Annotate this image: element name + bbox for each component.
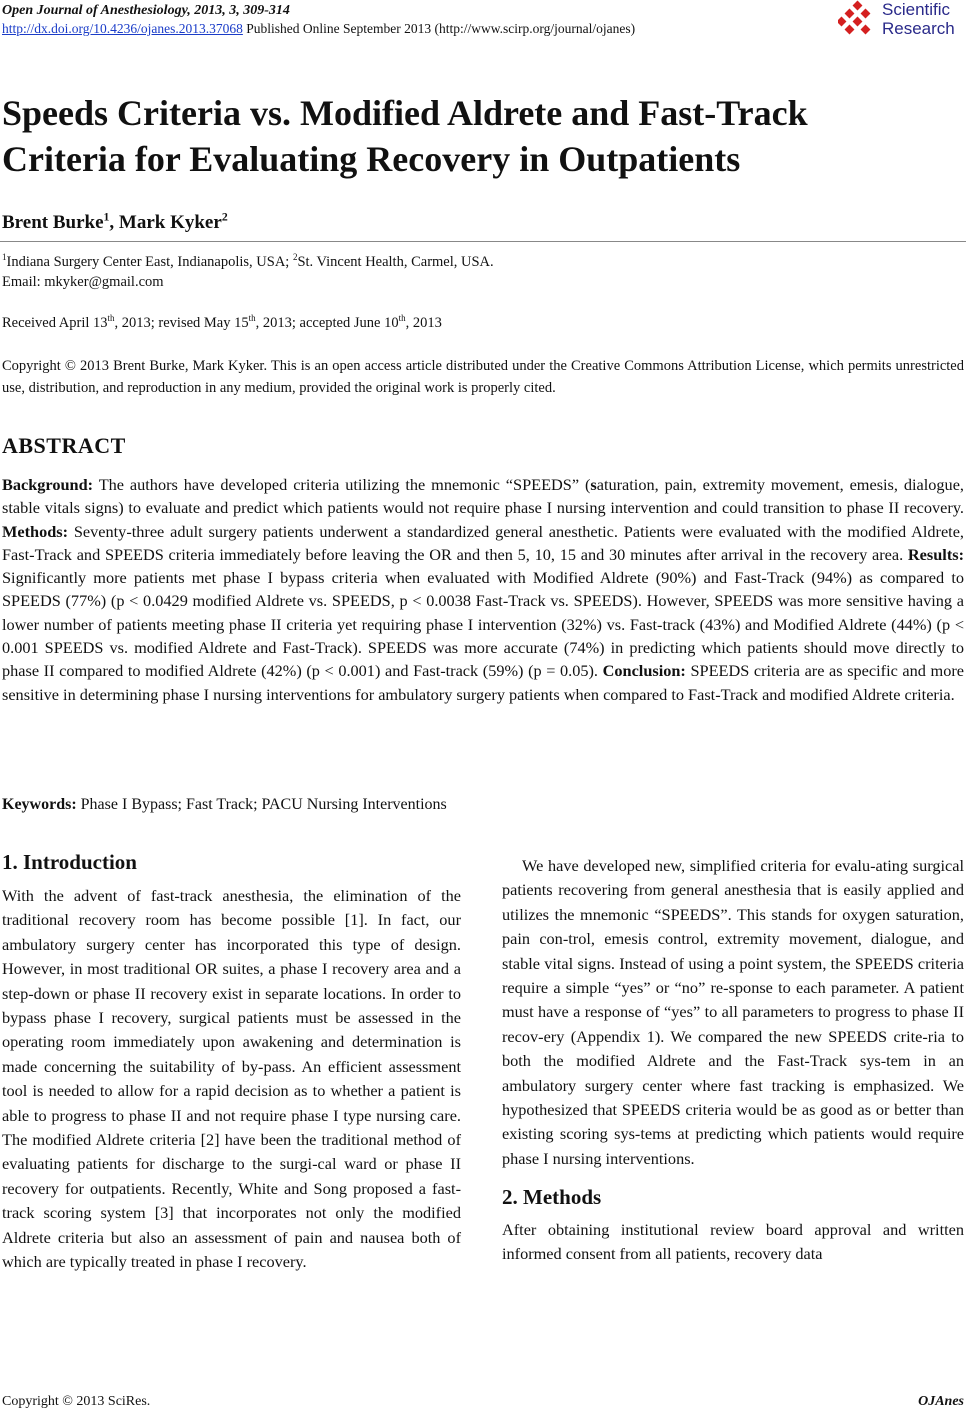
affil-1: Indiana Surgery Center East, Indianapolis, USA; bbox=[6, 254, 293, 270]
divider bbox=[0, 241, 966, 242]
author-2-sup: 2 bbox=[221, 210, 228, 224]
keywords-text: Phase I Bypass; Fast Track; PACU Nursing Interventions bbox=[76, 796, 447, 813]
date-sup: th bbox=[107, 313, 115, 324]
title-line2: Criteria for Evaluating Recovery in Outpatients bbox=[2, 139, 741, 179]
date-revised: , 2013; revised May 15 bbox=[114, 315, 249, 331]
methods-heading: 2. Methods bbox=[502, 1185, 602, 1210]
abstract-body bbox=[2, 473, 964, 706]
paragraph: We have developed new, simplified criteria for evalu-ating surgical patients recovering from general anesthesia that is easily applied and utilizes the mnemonic “SPEEDS”. This stands for oxygen saturation, pain con-trol, emesis control, extremity movement, dialogue, and stable vital signs. Instead of using a point system, the SPEEDS criteria require a simple “yes” or “no” re-sponse to each parameter. A patient must have a response of “yes” to all parameters to progress to phase II recov-ery (Appendix 1). We compared the new SPEEDS crite-ria to both the modified Aldrete and the Fast-Track sys-tem in an ambulatory surgery center where fast tracking is emphasized. We hypothesized that SPEEDS criteria would be as good as or better than existing scoring sys-tems at predicting which patients would require phase I nursing interventions. bbox=[502, 856, 964, 1168]
right-column bbox=[502, 854, 964, 1267]
keywords bbox=[2, 796, 447, 814]
intro-text: With the advent of fast-track anesthesia, the elimination of the traditional recovery room has become possible [1]. In fact, our ambulatory surgery center has incorporated this type of design. However, in most traditional OR suites, a phase I recovery area and a step-down or phase II recovery exist in separate locations. In order to bypass phase I recovery, surgical patients must be assessed in the operating room immediately upon awakening and determination is made concerning the suitability of by-pass. An efficient assessment tool is needed to allow for a rapid decision as to whether a patient is able to progress to phase II and not require phase I type nursing care. The modified Aldrete criteria [2] have been the traditional method of evaluating patients for discharge to the surgi-cal ward or phase II recovery for outpatients. Recently, White and Song proposed a fast-track scoring system [3] that incorporates not only the modified Aldrete criteria but also an assessment of pain and nausea both of which are typically treated in phase I recovery. bbox=[2, 886, 461, 1272]
doi-line bbox=[2, 21, 635, 37]
affil-sup-1: 1 bbox=[2, 252, 7, 263]
date-year: , 2013 bbox=[405, 315, 442, 331]
email: Email: mkyker@gmail.com bbox=[2, 274, 164, 290]
results-label: Results: bbox=[907, 544, 964, 564]
footer-copyright: Copyright © 2013 SciRes. bbox=[2, 1394, 151, 1409]
copyright-notice: Copyright © 2013 Brent Burke, Mark Kyker. This is an open access article distributed under the Creative Commons Attribution License, which permits unrestricted use, distribution, and reproduction in any medium, provided the original work is properly cited. bbox=[2, 358, 964, 396]
author-1-sup: 1 bbox=[103, 210, 110, 224]
journal-name: Open Journal of Anesthesiology bbox=[2, 3, 188, 18]
intro-heading: 1. Introduction bbox=[2, 850, 137, 874]
author-1: Brent Burke bbox=[2, 212, 104, 233]
received-dates bbox=[2, 315, 442, 332]
results-text: Significantly more patients met phase I bypass criteria when evaluated with Modified Aldrete (90%) and Fast-Track (94%) as compared to SPEEDS (77%) (p < 0.0429 modified Aldrete vs. SPEEDS, p < 0.0038 Fast-Track vs. SPEEDS). However, SPEEDS was more sensitive having a lower number of patients meeting phase II criteria yet requiring phase I intervention (32%) vs. Fast-track (43%) and Modified Aldrete (44%) (p < 0.001 SPEEDS vs. modified Aldrete and Fast-Track). SPEEDS was more accurate (74%) in predicting which patients should move directly to phase II compared to modified Aldrete (42%) (p < 0.001) and Fast-track (59%) (p = 0.05). bbox=[2, 568, 964, 681]
bg-label: Background: bbox=[2, 475, 94, 494]
bg-text: The authors have developed criteria utilizing the mnemonic “SPEEDS” ( bbox=[93, 475, 591, 494]
journal-citation bbox=[2, 3, 290, 19]
affil-2: St. Vincent Health, Carmel, USA. bbox=[297, 254, 494, 270]
affil-sup-2: 2 bbox=[292, 252, 298, 263]
footer-journal: OJAnes bbox=[918, 1394, 964, 1409]
published-info: Published Online September 2013 (http://www.scirp.org/journal/ojanes) bbox=[242, 21, 636, 36]
date-received: Received April 13 bbox=[2, 315, 108, 331]
affiliations bbox=[2, 252, 494, 273]
journal-volume: , 2013, 3, 309-314 bbox=[187, 3, 290, 18]
date-sup: th bbox=[398, 313, 406, 324]
methods-text: After obtaining institutional review board approval and written informed consent from all patients, recovery data bbox=[502, 1219, 964, 1264]
date-accepted: , 2013; accepted June 10 bbox=[255, 315, 399, 331]
author-list bbox=[2, 212, 228, 234]
keywords-label: Keywords: bbox=[2, 796, 77, 813]
date-sup: th bbox=[248, 313, 256, 324]
logo-line2: Research bbox=[882, 19, 955, 38]
title-line1: Speeds Criteria vs. Modified Aldrete and Fast-Track bbox=[2, 93, 808, 133]
logo-text bbox=[882, 0, 955, 38]
methods-text: Seventy-three adult surgery patients underwent a standardized general anesthetic. Patients were evaluated with the modified Aldrete, Fast-Track and SPEEDS criteria immediately before leaving the OR and then 5, 10, 15 and 30 minutes after arrival in the recovery area. bbox=[2, 521, 964, 564]
doi-link[interactable]: http://dx.doi.org/10.4236/ojanes.2013.37068 bbox=[2, 21, 243, 36]
conclusion-label: Conclusion: bbox=[602, 661, 686, 681]
publisher-logo bbox=[838, 0, 964, 42]
bg-s: s bbox=[590, 475, 597, 494]
author-sep: , bbox=[109, 212, 119, 233]
methods-label: Methods: bbox=[2, 521, 69, 541]
abstract-heading: ABSTRACT bbox=[2, 433, 126, 458]
article-title bbox=[2, 90, 962, 182]
author-2: Mark Kyker bbox=[118, 212, 222, 233]
logo-mark-icon bbox=[838, 0, 880, 42]
conclusion-text: SPEEDS criteria are as specific and more sensitive in determining phase I nursing interventions for ambulatory surgery patients when compared to Fast-Track and modified Aldrete criteria. bbox=[2, 661, 964, 704]
bg-text: aturation, pain, extremity movement, emesis, dialogue, stable vitals signs) to evaluate and predict which patients would not require phase I nursing intervention and could transition to phase II recovery. bbox=[2, 475, 964, 518]
logo-line1: Scientific bbox=[882, 0, 951, 19]
